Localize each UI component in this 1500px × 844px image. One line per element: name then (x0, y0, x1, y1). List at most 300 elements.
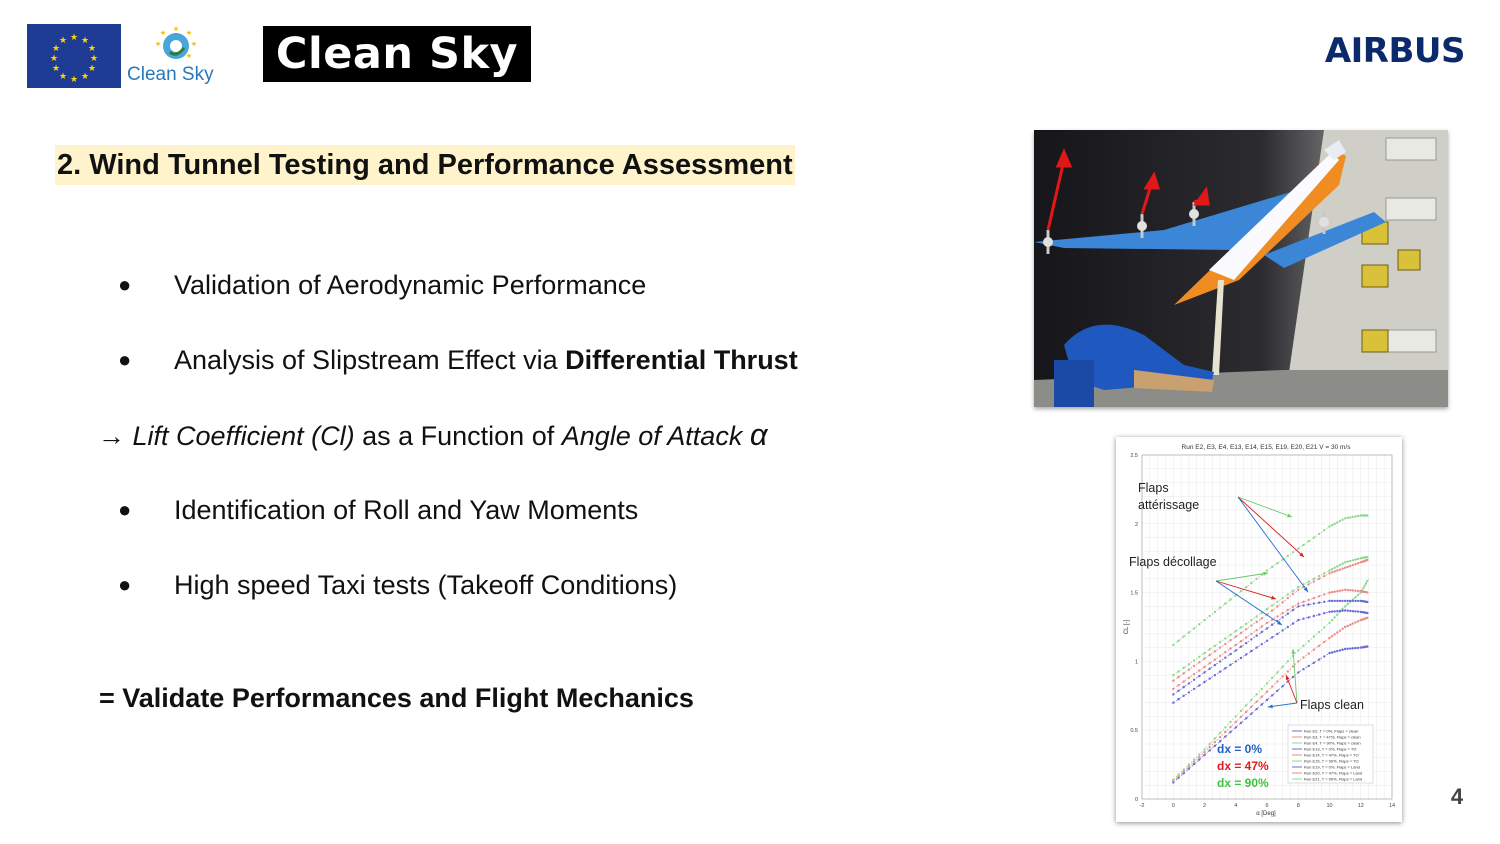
bullet-dot-icon: ● (118, 347, 132, 372)
data-point (1287, 555, 1289, 557)
data-point (1183, 667, 1185, 669)
wind-tunnel-aircraft-illustration (1034, 130, 1448, 407)
annotation-arrow-green (1216, 573, 1268, 581)
data-point (1357, 620, 1359, 622)
data-point (1354, 610, 1356, 612)
data-point (1188, 691, 1190, 693)
data-point (1336, 569, 1338, 571)
data-point (1224, 643, 1226, 645)
data-point (1281, 597, 1283, 599)
data-point (1366, 559, 1368, 561)
data-point (1250, 638, 1252, 640)
data-point (1209, 654, 1211, 656)
data-point (1347, 648, 1349, 650)
bullet-dot-icon: ● (118, 497, 132, 522)
data-point (1297, 619, 1299, 621)
data-point (1193, 665, 1195, 667)
data-point (1366, 591, 1368, 593)
data-point (1198, 753, 1200, 755)
airbus-logo: AIRBUS (1324, 31, 1465, 71)
data-point (1341, 568, 1343, 570)
svg-text:★: ★ (172, 25, 180, 33)
section-title: 2. Wind Tunnel Testing and Performance Assessment (55, 145, 795, 185)
data-point (1354, 596, 1356, 598)
data-point (1203, 751, 1205, 753)
data-point (1308, 640, 1310, 642)
data-point (1349, 647, 1351, 649)
clean-sky-logo (121, 24, 236, 90)
x-tick-label: 14 (1388, 803, 1396, 809)
svg-text:★: ★ (154, 40, 162, 48)
data-point (1287, 670, 1289, 672)
data-point (1209, 746, 1211, 748)
data-point (1209, 648, 1211, 650)
svg-text:★: ★ (89, 54, 99, 64)
data-point (1177, 774, 1179, 776)
alpha-symbol: α (749, 417, 768, 452)
lift-coefficient-chart (1116, 437, 1402, 822)
data-point (1214, 745, 1216, 747)
data-point (1276, 562, 1278, 564)
svg-text:★: ★ (58, 72, 68, 82)
data-point (1328, 622, 1330, 624)
data-point (1302, 668, 1304, 670)
legend-entry: Run E21, T = 90%, Flaps = Land (1304, 776, 1363, 782)
data-point (1292, 593, 1294, 595)
data-point (1188, 677, 1190, 679)
data-point (1313, 580, 1315, 582)
data-point (1323, 626, 1325, 628)
right-arrow-icon: → (98, 421, 125, 451)
data-point (1352, 647, 1354, 649)
data-point (1287, 609, 1289, 611)
data-point (1177, 640, 1179, 642)
annotation-arrow-blue-head (1268, 704, 1273, 708)
data-point (1193, 758, 1195, 760)
data-point (1331, 635, 1333, 637)
annotation-arrow-red-head (1286, 675, 1290, 680)
data-point (1250, 582, 1252, 584)
bullet-dot-icon: ● (118, 272, 132, 297)
data-point (1354, 563, 1356, 565)
data-point (1366, 617, 1368, 619)
data-point (1183, 695, 1185, 697)
data-point (1224, 735, 1226, 737)
legend-entry: Run E2, T = 0%, Flaps = clean (1304, 728, 1359, 734)
data-point (1224, 667, 1226, 669)
data-point (1328, 611, 1330, 613)
data-point (1255, 646, 1257, 648)
data-point (1229, 726, 1231, 728)
data-point (1198, 684, 1200, 686)
data-point (1357, 562, 1359, 564)
data-point (1354, 590, 1356, 592)
data-point (1193, 761, 1195, 763)
data-point (1245, 636, 1247, 638)
annotation-flaps-clean: Flaps clean (1300, 698, 1364, 712)
y-axis-label: CL [-] (1124, 619, 1130, 635)
bullet-text: Identification of Roll and Yaw Moments (174, 495, 639, 525)
data-point (1214, 658, 1216, 660)
data-point (1302, 656, 1304, 658)
data-point (1292, 622, 1294, 624)
x-tick-label: 10 (1326, 803, 1333, 809)
dx-label-0: dx = 0% (1217, 742, 1263, 756)
bullet-text: Validation of Aerodynamic Performance (174, 270, 647, 300)
data-point (1364, 585, 1366, 587)
annotation-arrow-green-head (1291, 649, 1295, 654)
data-point (1188, 663, 1190, 665)
data-point (1266, 691, 1268, 693)
data-point (1334, 633, 1336, 635)
data-point (1188, 766, 1190, 768)
data-point (1334, 616, 1336, 618)
data-point (1235, 644, 1237, 646)
data-point (1271, 609, 1273, 611)
data-point (1271, 604, 1273, 606)
data-point (1271, 685, 1273, 687)
lift-coefficient-text: Lift Coefficient (Cl) (132, 421, 355, 451)
data-point (1235, 635, 1237, 637)
data-point (1224, 731, 1226, 733)
data-point (1323, 655, 1325, 657)
data-point (1344, 517, 1346, 519)
data-point (1323, 529, 1325, 531)
data-point (1193, 679, 1195, 681)
data-point (1183, 672, 1185, 674)
data-point (1287, 593, 1289, 595)
data-point (1276, 690, 1278, 692)
data-point (1266, 682, 1268, 684)
data-point (1313, 649, 1315, 651)
data-point (1219, 736, 1221, 738)
data-point (1203, 681, 1205, 683)
angle-of-attack-text: Angle of Attack (561, 421, 743, 451)
data-point (1318, 658, 1320, 660)
data-point (1297, 660, 1299, 662)
data-point (1203, 666, 1205, 668)
y-tick-label: 2.5 (1130, 453, 1138, 459)
data-point (1341, 649, 1343, 651)
data-point (1240, 640, 1242, 642)
data-point (1339, 520, 1341, 522)
bullet-item (118, 492, 638, 528)
data-point (1214, 645, 1216, 647)
svg-text:★: ★ (87, 44, 97, 54)
data-point (1281, 616, 1283, 618)
data-point (1318, 595, 1320, 597)
data-point (1331, 568, 1333, 570)
data-point (1344, 648, 1346, 650)
bullet-item (118, 567, 677, 603)
data-point (1347, 517, 1349, 519)
data-point (1334, 567, 1336, 569)
data-point (1255, 578, 1257, 580)
data-point (1357, 610, 1359, 612)
data-point (1266, 699, 1268, 701)
data-point (1209, 677, 1211, 679)
clean-sky-2-title: Clean Sky 2 (263, 26, 531, 82)
data-point (1281, 675, 1283, 677)
dx-label-90: dx = 90% (1217, 776, 1269, 790)
data-point (1219, 655, 1221, 657)
data-point (1188, 669, 1190, 671)
data-point (1313, 635, 1315, 637)
data-point (1302, 604, 1304, 606)
svg-text:★: ★ (185, 29, 193, 37)
data-point (1336, 613, 1338, 615)
wind-tunnel-photo (1034, 130, 1448, 407)
y-tick-label: 0 (1134, 797, 1138, 803)
data-point (1349, 600, 1351, 602)
data-point (1292, 551, 1294, 553)
data-point (1209, 615, 1211, 617)
data-point (1292, 590, 1294, 592)
legend-entry: Run E13, T = 0%, Flaps = TO (1304, 746, 1357, 752)
data-point (1240, 626, 1242, 628)
data-point (1302, 601, 1304, 603)
data-point (1365, 582, 1367, 584)
svg-text:★: ★ (159, 29, 167, 37)
data-point (1198, 675, 1200, 677)
data-point (1336, 650, 1338, 652)
data-point (1344, 589, 1346, 591)
x-tick-label: 8 (1296, 803, 1300, 809)
data-point (1336, 521, 1338, 523)
svg-text:★: ★ (69, 33, 79, 43)
data-point (1219, 732, 1221, 734)
data-point (1357, 647, 1359, 649)
data-point (1349, 560, 1351, 562)
data-point (1240, 646, 1242, 648)
bullet-dot-icon: ● (118, 572, 132, 597)
data-point (1214, 611, 1216, 613)
svg-text:★: ★ (80, 72, 90, 82)
data-point (1334, 651, 1336, 653)
data-point (1224, 602, 1226, 604)
annotation-arrow-green-head (1263, 572, 1268, 576)
data-point (1287, 626, 1289, 628)
data-point (1297, 602, 1299, 604)
annotation-arrow-red (1238, 497, 1304, 557)
data-point (1240, 710, 1242, 712)
data-point (1188, 631, 1190, 633)
data-point (1198, 758, 1200, 760)
data-point (1203, 619, 1205, 621)
data-point (1255, 693, 1257, 695)
data-point (1313, 662, 1315, 664)
svg-text:★: ★ (87, 64, 97, 74)
data-point (1331, 610, 1333, 612)
data-point (1177, 690, 1179, 692)
data-point (1209, 749, 1211, 751)
data-point (1292, 609, 1294, 611)
x-tick-label: 6 (1265, 803, 1269, 809)
series-line-5 (1173, 557, 1368, 675)
data-point (1261, 625, 1263, 627)
data-point (1366, 601, 1368, 603)
data-point (1240, 657, 1242, 659)
data-point (1224, 726, 1226, 728)
lift-coefficient-statement (98, 417, 768, 454)
data-point (1339, 569, 1341, 571)
data-point (1308, 616, 1310, 618)
data-point (1229, 731, 1231, 733)
data-point (1250, 624, 1252, 626)
data-point (1276, 601, 1278, 603)
annotation-arrow-green (1238, 497, 1292, 517)
data-point (1339, 600, 1341, 602)
svg-text:★: ★ (190, 40, 198, 48)
data-point (1183, 680, 1185, 682)
data-point (1266, 627, 1268, 629)
data-point (1214, 741, 1216, 743)
data-point (1250, 619, 1252, 621)
data-point (1302, 544, 1304, 546)
data-point (1172, 693, 1174, 695)
data-point (1352, 600, 1354, 602)
legend-entry: Run E19, T = 0%, Flaps = Land (1304, 764, 1360, 770)
data-point (1203, 671, 1205, 673)
data-point (1328, 572, 1330, 574)
data-point (1214, 674, 1216, 676)
data-point (1349, 610, 1351, 612)
data-point (1266, 608, 1268, 610)
data-point (1308, 580, 1310, 582)
data-point (1323, 575, 1325, 577)
data-point (1336, 631, 1338, 633)
data-point (1362, 587, 1364, 589)
data-point (1193, 659, 1195, 661)
bullet-item (118, 342, 798, 378)
x-tick-label: -2 (1139, 803, 1145, 809)
data-point (1276, 615, 1278, 617)
svg-text:★: ★ (49, 54, 59, 64)
annotation-arrow-green-head (1287, 514, 1292, 518)
annotation-flaps-land-1: Flaps (1138, 481, 1169, 495)
y-tick-label: 1 (1134, 659, 1138, 666)
data-point (1229, 647, 1231, 649)
chart-svg (1116, 437, 1402, 822)
data-point (1172, 680, 1174, 682)
data-point (1261, 688, 1263, 690)
data-point (1352, 564, 1354, 566)
data-point (1266, 622, 1268, 624)
data-point (1276, 671, 1278, 673)
data-point (1308, 652, 1310, 654)
data-point (1344, 626, 1346, 628)
data-point (1297, 671, 1299, 673)
data-point (1347, 610, 1349, 612)
data-point (1354, 515, 1356, 517)
y-tick-label: 2 (1134, 521, 1138, 528)
data-point (1203, 754, 1205, 756)
data-point (1323, 612, 1325, 614)
data-point (1341, 600, 1343, 602)
data-point (1266, 569, 1268, 571)
data-point (1349, 624, 1351, 626)
data-point (1318, 613, 1320, 615)
data-point (1203, 657, 1205, 659)
y-tick-label: 1.5 (1130, 590, 1138, 597)
data-point (1261, 703, 1263, 705)
clean-sky-logo-text: Clean Sky (127, 64, 214, 85)
data-point (1276, 680, 1278, 682)
data-point (1354, 621, 1356, 623)
data-point (1297, 589, 1299, 591)
svg-text:★: ★ (69, 75, 79, 85)
data-point (1297, 649, 1299, 651)
chart-legend (1288, 725, 1373, 783)
data-point (1347, 603, 1349, 605)
data-point (1331, 600, 1333, 602)
data-point (1193, 627, 1195, 629)
data-point (1336, 565, 1338, 567)
data-point (1287, 597, 1289, 599)
data-point (1308, 583, 1310, 585)
data-point (1255, 708, 1257, 710)
data-point (1240, 590, 1242, 592)
data-point (1245, 586, 1247, 588)
data-point (1271, 636, 1273, 638)
data-point (1281, 629, 1283, 631)
data-point (1250, 650, 1252, 652)
legend-entry: Run E14, T = 47%, Flaps = TO (1304, 752, 1359, 758)
data-point (1352, 516, 1354, 518)
annotation-flaps-land-2: attérissage (1138, 498, 1200, 512)
y-tick-label: 0.5 (1130, 728, 1138, 735)
data-point (1313, 602, 1315, 604)
data-point (1323, 593, 1325, 595)
data-point (1366, 580, 1368, 582)
data-point (1255, 635, 1257, 637)
data-point (1245, 704, 1247, 706)
data-point (1313, 615, 1315, 617)
data-point (1235, 715, 1237, 717)
data-point (1193, 688, 1195, 690)
data-point (1318, 533, 1320, 535)
data-point (1240, 722, 1242, 724)
data-point (1188, 763, 1190, 765)
data-point (1255, 629, 1257, 631)
data-point (1245, 623, 1247, 625)
data-point (1229, 721, 1231, 723)
data-point (1276, 633, 1278, 635)
page-number: 4 (1450, 784, 1464, 809)
data-point (1302, 618, 1304, 620)
data-point (1313, 536, 1315, 538)
data-point (1209, 668, 1211, 670)
data-point (1287, 613, 1289, 615)
data-point (1177, 684, 1179, 686)
data-point (1219, 607, 1221, 609)
data-point (1229, 664, 1231, 666)
as-function-text: as a Function of (354, 421, 562, 451)
data-point (1250, 713, 1252, 715)
data-point (1318, 645, 1320, 647)
data-point (1219, 660, 1221, 662)
data-point (1347, 625, 1349, 627)
svg-text:★: ★ (185, 52, 193, 60)
data-point (1271, 677, 1273, 679)
data-point (1349, 516, 1351, 518)
data-point (1334, 570, 1336, 572)
x-tick-label: 12 (1357, 803, 1364, 809)
data-point (1366, 645, 1368, 647)
annotation-flaps-takeoff: Flaps décollage (1129, 555, 1217, 569)
data-point (1339, 564, 1341, 566)
data-point (1214, 664, 1216, 666)
